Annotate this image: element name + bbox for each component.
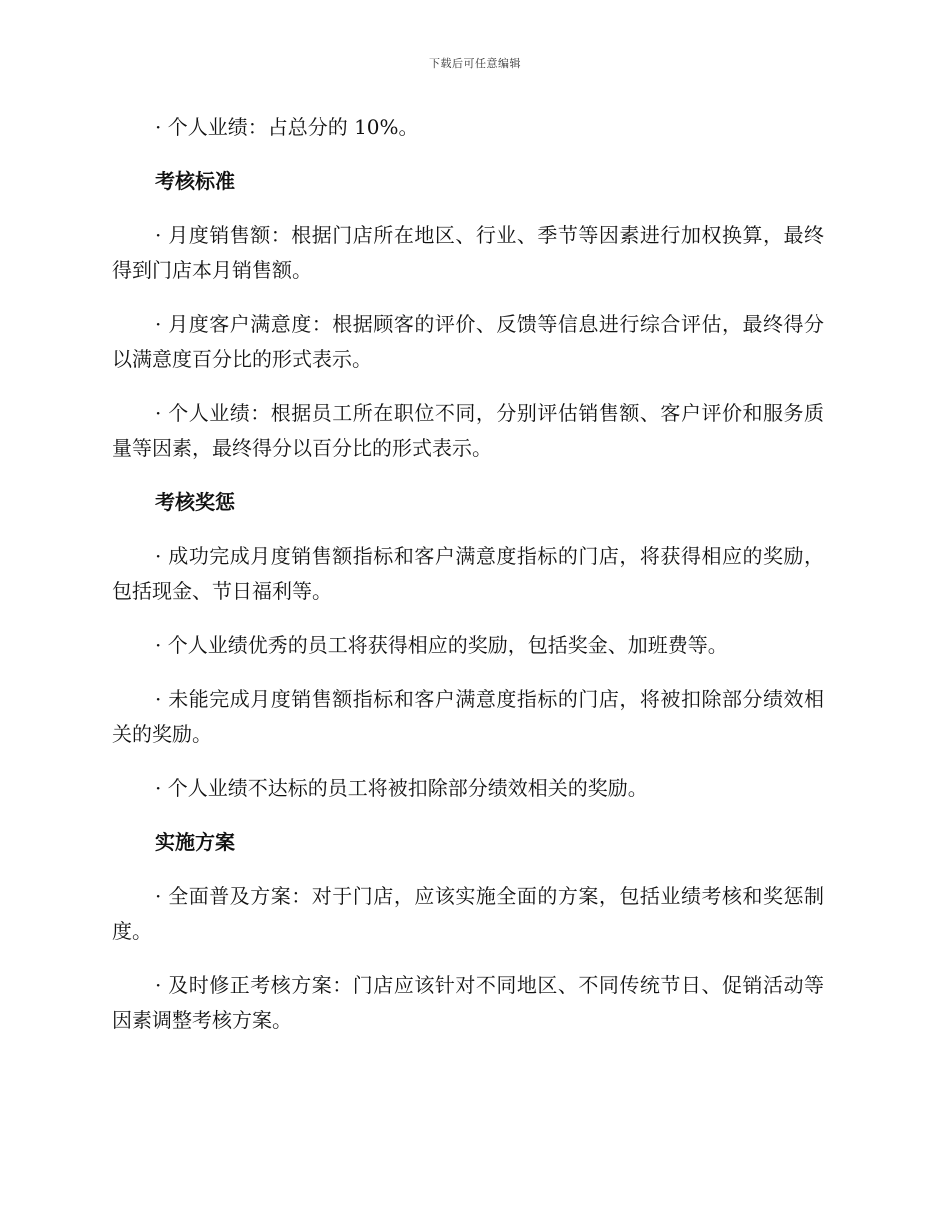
section-heading-rewards-penalties: 考核奖惩 [155,490,235,514]
paragraph-monthly-sales: · 月度销售额：根据门店所在地区、行业、季节等因素进行加权换算，最终得到门店本月销售额。 [112,223,824,282]
paragraph-timely-revision: · 及时修正考核方案：门店应该针对不同地区、不同传统节日、促销活动等因素调整考核方案。 [112,973,824,1032]
paragraph-employee-penalty: · 个人业绩不达标的员工将被扣除部分绩效相关的奖励。 [155,776,648,800]
section-heading-assessment-standards: 考核标准 [155,169,235,193]
paragraph-personal-performance-weight: · 个人业绩：占总分的 10%。 [155,115,419,139]
paragraph-full-rollout: · 全面普及方案：对于门店，应该实施全面的方案，包括业绩考核和奖惩制度。 [112,884,824,943]
paragraph-customer-satisfaction: · 月度客户满意度：根据顾客的评价、反馈等信息进行综合评估，最终得分以满意度百分比的形式表示。 [112,312,824,371]
page-header: 下载后可任意编辑 [429,57,521,70]
paragraph-store-reward: · 成功完成月度销售额指标和客户满意度指标的门店，将获得相应的奖励，包括现金、节日福利等。 [112,544,824,603]
paragraph-store-penalty: · 未能完成月度销售额指标和客户满意度指标的门店，将被扣除部分绩效相关的奖励。 [112,687,824,746]
document-body [112,110,824,1057]
paragraph-employee-reward: · 个人业绩优秀的员工将获得相应的奖励，包括奖金、加班费等。 [155,633,728,657]
paragraph-personal-performance: · 个人业绩：根据员工所在职位不同，分别评估销售额、客户评价和服务质量等因素，最终得分以百分比的形式表示。 [112,401,824,460]
section-heading-implementation-plan: 实施方案 [155,830,235,854]
